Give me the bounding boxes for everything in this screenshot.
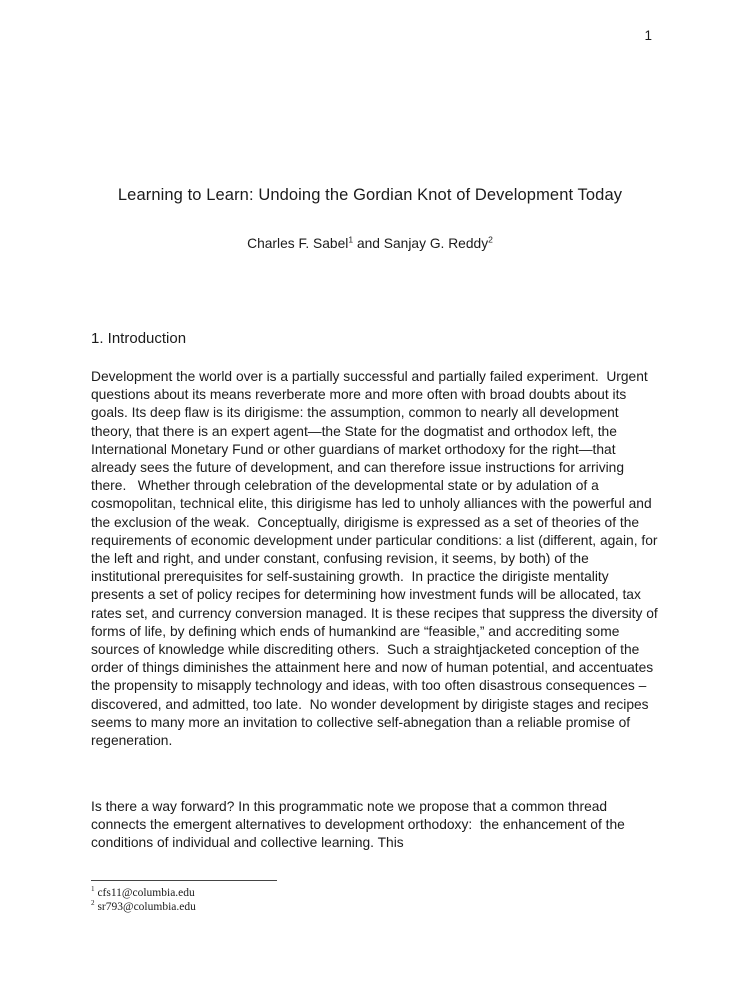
- paper-title: Learning to Learn: Undoing the Gordian Knot of Development Today: [117, 186, 623, 204]
- author-2-footnote-marker: 2: [488, 234, 493, 245]
- footnote-1-marker: 1: [91, 885, 95, 894]
- footnote-2-text: sr793@columbia.edu: [94, 901, 196, 913]
- footnote-1: [91, 886, 196, 900]
- author-1-footnote-marker: 1: [348, 234, 354, 245]
- author-separator: and: [353, 236, 384, 251]
- footnote-2: [91, 900, 196, 914]
- body-paragraph-2: Is there a way forward? In this programmatic note we propose that a common thread connects the emergent alternatives to development orthodoxy: the enhancement of the conditions of individual and collective learning. This: [91, 799, 629, 851]
- author-line: [45, 236, 695, 251]
- footnote-separator-rule: [91, 880, 277, 881]
- author-2-name: Sanjay G. Reddy: [383, 236, 489, 251]
- author-1-name: Charles F. Sabel: [247, 236, 349, 251]
- footnote-2-marker: 2: [91, 899, 95, 908]
- page-number: 1: [644, 28, 652, 43]
- footnotes-block: [91, 886, 196, 914]
- footnote-1-text: cfs11@columbia.edu: [94, 887, 195, 899]
- section-heading-introduction: 1. Introduction: [91, 330, 187, 347]
- body-paragraph-1: Development the world over is a partially successful and partially failed experiment. Urgent questions about its means reverberate more and more often with broad doubts about its goals. Its deep flaw is its dirigisme: the assumption, common to nearly all development theory, that there is an expert agent—the State for the dogmatist and orthodox left, the International Monetary Fund or other guardians of market orthodoxy for the right—that already sees the future of development, and can therefore issue instructions for arriving there. Whether through celebration of the developmental state or by adulation of a cosmopolitan, technical elite, this dirigisme has led to unholy alliances with the powerful and the exclusion of the weak. Conceptually, dirigisme is expressed as a set of theories of the requirements of economic development under particular conditions: a list (different, again, for the left and right, and under constant, confusing revision, it seems, by both) of the institutional prerequisites for self-sustaining growth. In practice the dirigiste mentality presents a set of policy recipes for determining how investment funds will be allocated, tax rates set, and currency conversion managed. It is these recipes that suppress the diversity of forms of life, by defining which ends of humankind are “feasible,” and accrediting some sources of knowledge while discrediting others. Such a straightjacketed conception of the order of things diminishes the attainment here and now of human potential, and accentuates the propensity to misapply technology and ideas, with too often disastrous consequences – discovered, and admitted, too late. No wonder development by dirigiste stages and recipes seems to many more an invitation to collective self-abnegation than a reliable promise of regeneration.: [91, 369, 662, 749]
